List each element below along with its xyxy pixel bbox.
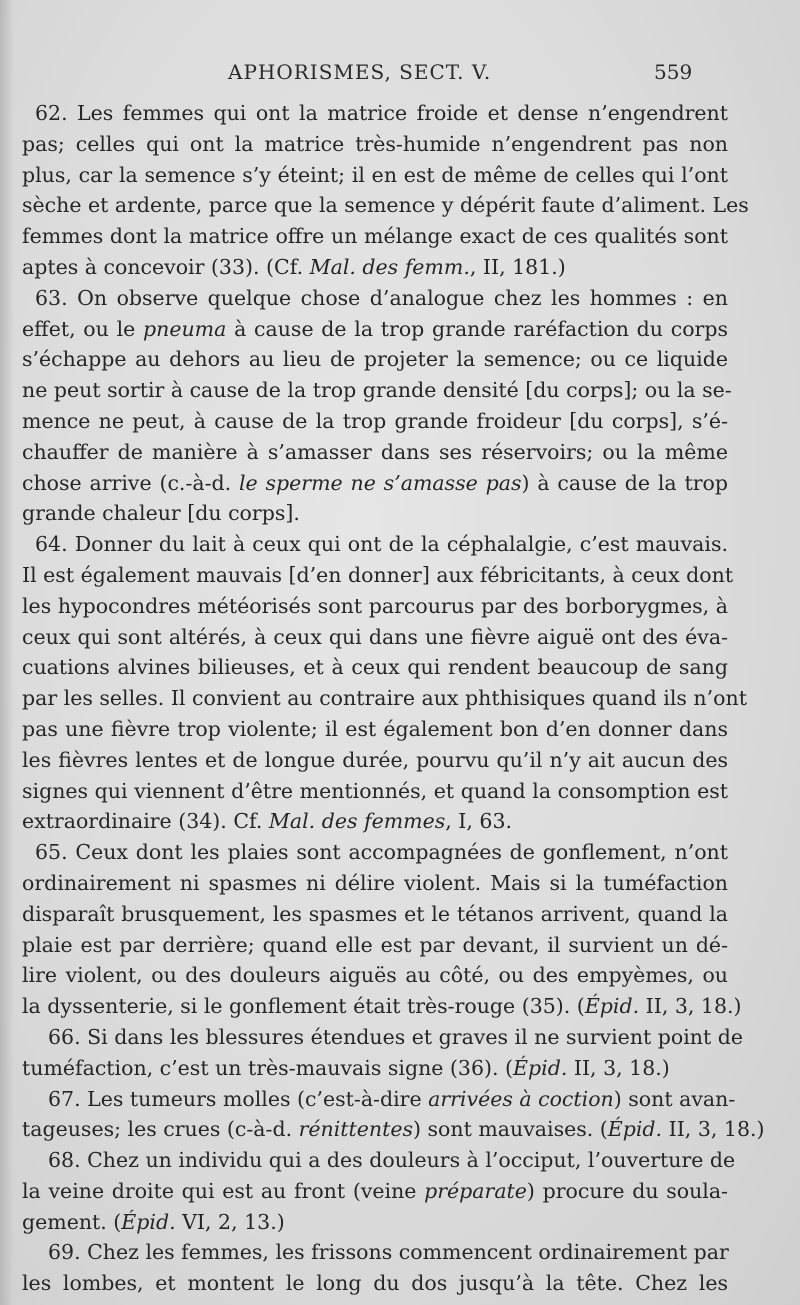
text-line: les fièvres lentes et de longue durée, pourvu qu’il n’y ait aucun des	[22, 747, 728, 772]
text-line: lire violent, ou des douleurs aiguës au côté, ou des empyèmes, ou	[22, 963, 728, 988]
running-title: APHORISMES, SECT. V.	[228, 60, 492, 84]
text-line: signes qui viennent d’être mentionnés, et quand la consomption est	[22, 778, 728, 803]
text-line: mence ne peut, à cause de la trop grande froideur [du corps], s’é-	[22, 408, 728, 433]
text-line: la dyssenterie, si le gonflement était très-rouge (35). (Épid. II, 3, 18.)	[22, 994, 742, 1019]
text-line: chose arrive (c.-à-d. le sperme ne s’amasse pas) à cause de la trop	[22, 470, 728, 495]
text-line: tageuses; les crues (c-à-d. rénittentes) sont mauvaises. (Épid. II, 3, 18.)	[22, 1117, 765, 1142]
text-line: 65. Ceux dont les plaies sont accompagnées de gonflement, n’ont	[35, 840, 728, 865]
running-head	[0, 58, 800, 88]
text-line: pas; celles qui ont la matrice très-humide n’engendrent pas non	[22, 131, 728, 156]
text-line: disparaît brusquement, les spasmes et le tétanos arrivent, quand la	[22, 901, 728, 926]
page-number: 559	[654, 60, 693, 84]
text-line: gement. (Épid. VI, 2, 13.)	[22, 1209, 285, 1234]
text-line: 66. Si dans les blessures étendues et graves il ne survient point de	[48, 1024, 744, 1049]
text-line: cuations alvines bilieuses, et à ceux qui rendent beaucoup de sang	[22, 655, 728, 680]
text-line: 64. Donner du lait à ceux qui ont de la céphalalgie, c’est mauvais.	[35, 532, 728, 557]
text-line: 69. Chez les femmes, les frissons commencent ordinairement par	[48, 1240, 729, 1265]
text-line: s’échappe au dehors au lieu de projeter la semence; ou ce liquide	[22, 347, 728, 372]
binding-gutter-shadow	[0, 0, 14, 1305]
text-line: plus, car la semence s’y éteint; il en est de même de celles qui l’ont	[22, 162, 728, 187]
text-line: la veine droite qui est au front (veine préparate) procure du soula-	[22, 1178, 728, 1203]
text-line: effet, ou le pneuma à cause de la trop grande raréfaction du corps	[22, 316, 728, 341]
text-line: femmes dont la matrice offre un mélange exact de ces qualités sont	[22, 224, 728, 249]
text-line: plaie est par derrière; quand elle est par devant, il survient un dé-	[22, 932, 728, 957]
text-line: 68. Chez un individu qui a des douleurs à l’occiput, l’ouverture de	[48, 1148, 736, 1173]
text-line: extraordinaire (34). Cf. Mal. des femmes, I, 63.	[22, 809, 513, 834]
text-line: ordinairement ni spasmes ni délire violent. Mais si la tuméfaction	[22, 870, 728, 895]
text-line: tuméfaction, c’est un très-mauvais signe (36). (Épid. II, 3, 18.)	[22, 1055, 670, 1080]
text-line: Il est également mauvais [d’en donner] aux fébricitants, à ceux dont	[22, 562, 734, 587]
text-line: 67. Les tumeurs molles (c’est-à-dire arrivées à coction) sont avan-	[48, 1086, 736, 1111]
text-line: par les selles. Il convient au contraire aux phthisiques quand ils n’ont	[22, 686, 747, 711]
text-line: grande chaleur [du corps].	[22, 501, 300, 526]
text-line: ceux qui sont altérés, à ceux qui dans une fièvre aiguë ont des éva-	[22, 624, 728, 649]
text-line: les lombes, et montent le long du dos jusqu’à la tête. Chez les	[22, 1271, 728, 1296]
text-line: chauffer de manière à s’amasser dans ses réservoirs; ou la même	[22, 439, 728, 464]
text-line: les hypocondres météorisés sont parcourus par des borborygmes, à	[22, 593, 728, 618]
text-line: aptes à concevoir (33). (Cf. Mal. des femm., II, 181.)	[22, 254, 566, 279]
text-line: ne peut sortir à cause de la trop grande densité [du corps]; ou la se-	[22, 378, 732, 403]
text-line: sèche et ardente, parce que la semence y dépérit faute d’aliment. Les	[22, 193, 749, 218]
text-line: 63. On observe quelque chose d’analogue chez les hommes : en	[35, 285, 728, 310]
body-text	[22, 98, 765, 1299]
text-line: 62. Les femmes qui ont la matrice froide et dense n’engendrent	[35, 101, 728, 125]
text-line: pas une fièvre trop violente; il est également bon d’en donner dans	[22, 716, 728, 741]
